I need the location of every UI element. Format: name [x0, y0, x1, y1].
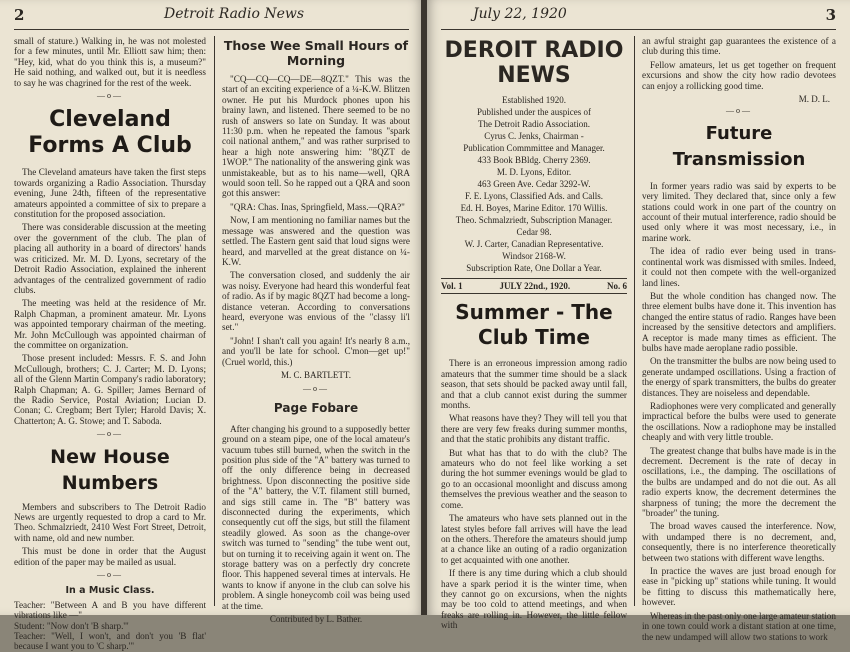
mast-line: M. D. Lyons, Editor. [496, 167, 572, 177]
music-class-headline: In a Music Class. [65, 585, 155, 597]
divider: —o— [303, 384, 329, 394]
future-paragraph: But the whole condition has changed now. The three element bulbs have done it. This invention has changed the entire status of radio. Ranges have been increased by the sensitive detectors and amplifiers. A receptor is made many times as efficient. The bulbs have made aeroplane radio possible. [642, 290, 836, 353]
dialog-line: Student: "Now don't 'B sharp.'" [14, 620, 129, 631]
cleveland-paragraph: There was considerable discussion at the meeting over the government of the club. The plan of placing all authority in a board of directors' hands was criticized. Mr. M. D. Lyons, secretary of the Detroit Radio Association, explained the inherent advantages of the centralized government of radio clubs. [14, 222, 206, 295]
left-page [0, 0, 423, 652]
wee-hours-paragraph: "QRA: Chas. Inas, Springfield, Mass.—QRA?" [230, 201, 405, 212]
mast-line: W. J. Carter, Canadian Representative. [464, 239, 604, 249]
wee-hours-paragraph: "CQ—CQ—CQ—DE—8QZT." This was the start of an exciting experience of a ¼-K.W. Blitzen owner. He put his Murdock phones upon his brainy lawn, and listened. There seemed to be no rush of answers so late on Sunday. It was about 11:30 p.m. when he repeated the famous "spark coil national anthem," and was rather surprised to hear a high note answering him: "8QZT de 1WOP." The nationality of the answering gink was unmistakeable, but as to his name—well, QRA would soon tell. So he rapped out a QRA and soon got this answer: [222, 74, 410, 199]
fobare-signature: Contributed by L. Bather. [269, 614, 363, 625]
left-column-2 [222, 36, 410, 625]
fobare-paragraph: After changing his ground to a supposedly better ground on a steam pipe, one of the local amateur's vacuum tubes still burned, when the switch in the position plus side of the "A" battery was turned to off the only difference being in decreased brightness. Upon disconnecting the positive side of the "A" battery, the V.T. filament still burned, and sigs still came in. The "B" battery was disconnected during the experiments, which consequently cut off the sigs, but still the filament steadily glowed. As soon as the change-over switch was turned to "sending" the tube went out, but on turning it to receiving again it went on. The storage battery was on a perfectly dry concrete floor. This happened several times at intervals. He wants to know if anyone in the club can solve his problem. A single honeycomb coil was being used at the time. [222, 423, 410, 611]
wee-hours-headline: Those Wee Small Hours of Morning [223, 38, 409, 68]
mast-line: Theo. Schmalzriedt, Subscription Manager. [455, 215, 613, 225]
column-rule [214, 36, 215, 606]
summer-continuation: an awful straight gap guarantees the existence of a club during this time. [642, 36, 836, 57]
mast-line: 463 Green Ave. Cedar 3292-W. [477, 179, 591, 189]
music-class-dialog [14, 600, 206, 652]
left-running-head [14, 6, 409, 28]
future-paragraph: Radiophones were very complicated and generally impractical before the bulbs were used to generate the oscillations. Now a radiophone may be installed cheaply and with very little trouble. [642, 400, 836, 443]
future-transmission-headline: Future Transmission [672, 122, 806, 170]
summer-club-headline: Summer - The Club Time [455, 300, 613, 350]
summer-paragraph: What reasons have they? They will tell you that there are very few freaks during summer months, and that the static prohibits any distant traffic. [441, 413, 627, 445]
right-running-head [441, 6, 836, 28]
dialog-line: Teacher: "Well, I won't, and don't you 'B flat' because I want you to 'C sharp.'" [14, 631, 206, 652]
summer-paragraph: There is an erroneous impression among radio amateurs that the summer time should be a slack season, that sets should be packed away until fall, and that a club cannot exist during the summer months. [441, 358, 627, 411]
volume-date: JULY 22nd., 1920. [499, 281, 571, 291]
mast-line: Cedar 98. [516, 227, 552, 237]
future-paragraph: On the transmitter the bulbs are now being used to generate undamped oscillations. Using a fraction of the energy of spark transmitters, the bulbs do greater distances. They are noiseless and dependable. [642, 356, 836, 398]
cleveland-paragraph: Those present included: Messrs. F. S. and John McCullough, brothers; C. J. Carter; M. D. Lyons; all of the Glenn Martin Company's radio laboratory; Ralph Chapman; A. G. Spiller; James Bernard of the Radio Service, Postal Aviation; Lucian D. Conan; C. Cregbam; Bert Tyler; Harold Davis; X. Chatterton; A. G. Stowe; and T. Saboda. [14, 353, 206, 426]
masthead-info [441, 94, 627, 274]
left-running-title: Detroit Radio News [164, 6, 305, 22]
divider: —o— [97, 91, 123, 101]
divider: —o— [726, 106, 752, 116]
mast-line: Windsor 2168-W. [502, 251, 566, 261]
header-rule [441, 29, 836, 30]
dialog-line: Teacher: "Between A and B you have different vibrations like —" [14, 599, 206, 621]
house-numbers-paragraph: Members and subscribers to The Detroit Radio News are urgently requested to drop a card to Mr. Theo. Schmalzriedt, 2410 West Fort Street, Detroit, with name, old and new number. [14, 501, 206, 543]
volume-line [441, 278, 627, 294]
house-numbers-headline: New House Numbers [50, 445, 170, 494]
mast-line: Established 1920. [502, 95, 566, 105]
summer-paragraph: If there is any time during which a club should have a spark period it is the winter time, when they cannot go on excursions, when the nights may be too cold to attend meetings, and when freaks are rolling in. However, the little fellow with [441, 568, 627, 631]
divider: —o— [97, 570, 123, 580]
wee-hours-paragraph: "John! I shan't call you again! It's nearly 8 a.m., and you'll be late for school. C'mon—get up!" (Cruel world, this.) [222, 335, 410, 367]
mast-line: F. E. Lyons, Classified Ads. and Calls. [464, 191, 604, 201]
right-column-2 [642, 36, 836, 642]
mast-line: The Detroit Radio Association. [478, 119, 590, 129]
wee-hours-paragraph: Now, I am mentioning no familiar names but the message was answered and the question was settled. The Eastern gent said that loud signs were heard, and marvelled at the great distance on ¼-K.W. [222, 215, 410, 267]
cleveland-headline: Cleveland Forms A Club [28, 107, 192, 159]
cleveland-paragraph: The meeting was held at the residence of Mr. Ralph Chapman, a prominent amateur. Mr. Lyons was appointed temporary chairman of the meeting. Mr. John McCullough was appointed chairman of the committee on organization. [14, 298, 206, 350]
masthead-title: DEROIT RADIO NEWS [444, 38, 624, 88]
column-rule [634, 36, 635, 606]
house-numbers-paragraph: This must be done in order that the August edition of the paper may be mailed as usual. [14, 546, 206, 567]
future-paragraph: The broad waves caused the interference. Now, with undamped there is no decrement, and, consequently, there is no interference theoretically between two stations with different wave lengths. [642, 521, 836, 563]
volume-label: Vol. 1 [441, 281, 463, 291]
mast-line: Subscription Rate, One Dollar a Year. [466, 263, 602, 273]
future-paragraph: In former years radio was said by experts to be very limited. They declared that, since only a few stations could work in one part of the country on account of their mutual interference, radio should be used only where it was most necessary, i.e., in marine work. [642, 180, 836, 243]
mast-line: 433 Book BBldg. Cherry 2369. [477, 155, 591, 165]
wee-hours-signature: M. C. BARTLETT. [280, 369, 352, 380]
future-paragraph: Whereas in the past only one large amateur station in one town could work a distant station at one time, the new undamped will allow two stations to work [642, 610, 836, 642]
mast-line: Publication Commmittee and Manager. [463, 143, 605, 153]
future-paragraph: The idea of radio ever being used in trans-continental work was dismissed with smiles. Indeed, it could not then compete with the well-organized land lines. [642, 246, 836, 288]
summer-continuation: Fellow amateurs, let us get together on frequent excursions and show the city how radio devotees can enjoy a rollicking good time. [642, 59, 836, 91]
mast-line: Ed. H. Boyes, Marine Editor. 170 Willis. [460, 203, 608, 213]
cleveland-paragraph: The Cleveland amateurs have taken the first steps towards organizing a Radio Association. Thursday evening, June 24th, fifteen of the representative amateurs appointed a committee of six to prepare a constitution for the proposed association. [14, 167, 206, 220]
left-column-1 [14, 36, 206, 652]
right-page [427, 0, 850, 642]
summer-signature: M. D. L. [798, 94, 830, 105]
mast-line: Published under the auspices of [477, 107, 591, 117]
future-paragraph: The greatest change that bulbs have made is in the decrement. Decrement is the rate of decay in oscillations, i.e., the damping. The oscillations of the bulbs are undamped and do not die out. As all radio experts know, the decrement determines the sharpness of tuning; the more the decrement the "broader" the tuning. [642, 445, 836, 519]
summer-paragraph: The amateurs who have sets planned out in the latest styles before fall arrives will have the lead on the others. Therefore the amateurs should jump at a chance like an outing of a radio organization to get acquainted with one another. [441, 513, 627, 565]
right-page-number: 3 [825, 6, 836, 24]
summer-paragraph: But what has that to do with the club? The amateurs who do not feel like working a set during the hot summer evenings would be glad to go to an occasional moonlight and discuss among themselves the previous weather and the season to come. [441, 447, 627, 510]
header-rule [14, 29, 409, 30]
story-continuation: small of stature.) Walking in, he was not molested for a few minutes, until Mr. Elliott saw him; then: "Hey, kid, what do you think this is, a museum?" He said nothing, and walked out, but it is needless to say he was chagrined for the rest of the week. [14, 36, 206, 88]
right-date-head: July 22, 1920 [473, 6, 567, 22]
issue-number: No. 6 [606, 281, 627, 291]
right-column-1 [441, 36, 627, 631]
future-paragraph: In practice the waves are just broad enough for ease in "picking up" stations while tuning. It would be fitting to discuss this mathematically here, however. [642, 566, 836, 608]
divider: —o— [97, 429, 123, 439]
left-page-number: 2 [14, 6, 25, 24]
mast-line: Cyrus C. Jenks, Chairman - [484, 131, 584, 141]
fobare-headline: Page Fobare [273, 400, 359, 415]
wee-hours-paragraph: The conversation closed, and suddenly the air was noisy. Everyone had heard this wonderful feat of radio. As if by magic 8QZT had become a long-distance veteran. According to conversations heard, everyone was envious of the "classy li'l set." [222, 270, 410, 333]
